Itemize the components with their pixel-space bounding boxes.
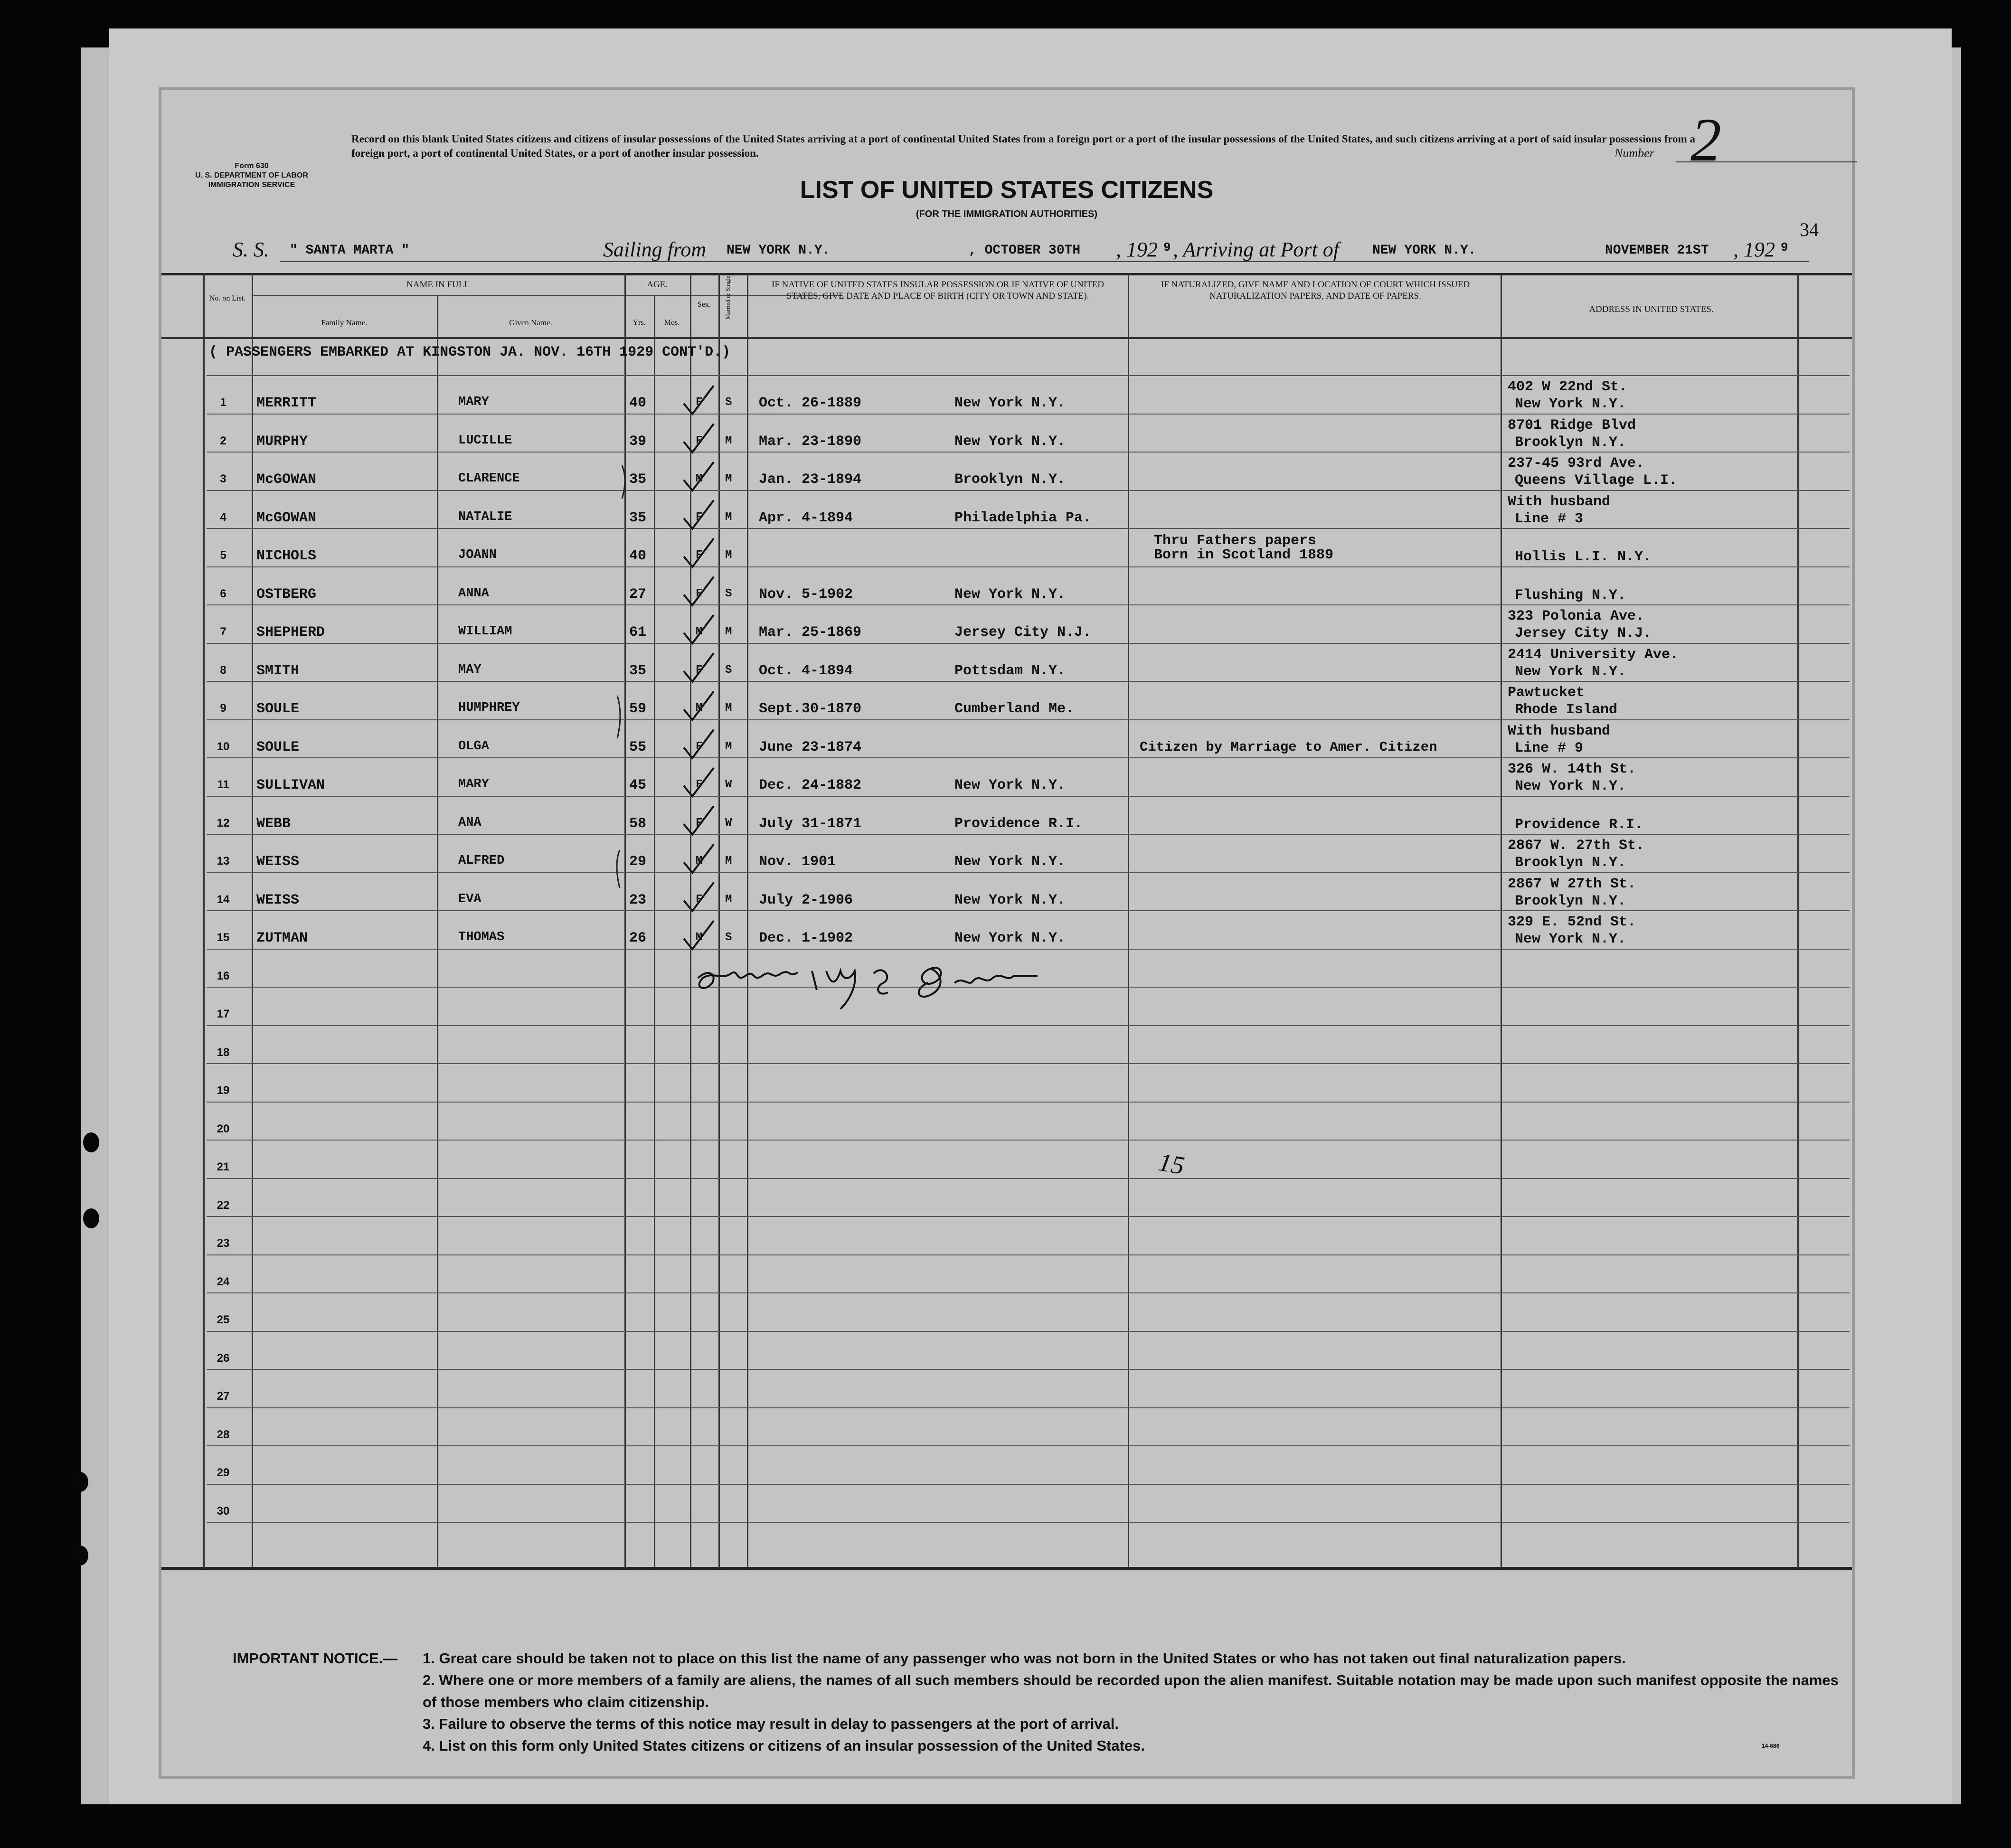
signature-word-1 [698, 972, 798, 988]
marital-status: S [725, 587, 732, 600]
birth-place: New York N.Y. [954, 586, 1066, 603]
row-number: 7 [220, 625, 227, 638]
family-name: MURPHY [256, 433, 308, 450]
print-code: 14-686 [1762, 1743, 1780, 1749]
sailing-label: Sailing from [603, 238, 707, 261]
given-name: EVA [458, 892, 482, 906]
address-line-2: New York N.Y. [1515, 931, 1626, 947]
checkmark [684, 883, 714, 911]
sailing-year-prefix: , 192 [1116, 238, 1158, 261]
family-name: SOULE [256, 739, 300, 755]
row-number: 11 [217, 778, 229, 791]
department: U. S. DEPARTMENT OF LABOR [195, 171, 308, 179]
row-number: 5 [220, 549, 227, 562]
row-number: 8 [220, 663, 227, 677]
naturalization: Citizen by Marriage to Amer. Citizen [1140, 739, 1437, 755]
arriving-year-suffix: 9 [1781, 240, 1788, 255]
ss-label: S. S. [233, 238, 269, 261]
birth-place: New York N.Y. [954, 854, 1066, 870]
header-mos: Mos. [664, 319, 680, 327]
address-line-2: New York N.Y. [1515, 778, 1626, 794]
row-number: 18 [217, 1046, 230, 1059]
given-name: HUMPHREY [458, 701, 520, 715]
birth-place: Providence R.I. [954, 815, 1083, 832]
row-number: 10 [217, 740, 230, 753]
given-name: WILLIAM [458, 624, 512, 639]
address-line-1: 2414 University Ave. [1508, 646, 1679, 663]
address-line-1: Pawtucket [1508, 685, 1585, 701]
age-years: 59 [629, 701, 647, 717]
family-name: SMITH [256, 662, 300, 679]
birth-place: New York N.Y. [954, 892, 1066, 908]
birth-date: Nov. 1901 [759, 854, 836, 870]
address-line-1: With husband [1508, 493, 1611, 510]
address-line-2: Brooklyn N.Y. [1515, 434, 1626, 451]
age-years: 27 [629, 586, 647, 603]
address-line-1: 402 W 22nd St. [1508, 379, 1628, 395]
family-name: WEISS [256, 854, 300, 870]
binder-hole [72, 1472, 88, 1492]
arriving-year-prefix: , 192 [1733, 238, 1775, 261]
naturalization: Thru Fathers papers [1154, 533, 1317, 549]
birth-place: Philadelphia Pa. [954, 509, 1092, 526]
row-number: 21 [217, 1160, 230, 1173]
birth-date: July 31-1871 [759, 815, 862, 832]
sex: F [696, 510, 703, 524]
row-number: 3 [220, 472, 227, 485]
row-number: 30 [217, 1504, 230, 1518]
age-years: 23 [629, 892, 647, 908]
row-number: 15 [217, 931, 230, 944]
birth-date: June 23-1874 [759, 739, 862, 755]
marital-status: S [725, 931, 732, 944]
signature-scrawl [698, 968, 1038, 1009]
marital-status: M [725, 740, 732, 753]
row-number: 22 [217, 1198, 230, 1212]
family-name: SHEPHERD [256, 624, 325, 641]
form-number: Form 630 [235, 162, 269, 170]
address-line-2: Hollis L.I. N.Y. [1515, 549, 1652, 565]
notice-items [423, 1648, 1842, 1757]
sailing-date: , OCTOBER 30TH [969, 243, 1081, 258]
age-years: 35 [629, 471, 647, 488]
address-line-1: 323 Polonia Ave. [1508, 608, 1645, 624]
arriving-port: NEW YORK N.Y. [1372, 243, 1476, 258]
row-number: 13 [217, 855, 230, 867]
birth-date: Nov. 5-1902 [759, 586, 853, 603]
address-line-1: 237-45 93rd Ave. [1508, 455, 1645, 471]
marital-status: M [725, 702, 732, 715]
row-number: 17 [217, 1008, 230, 1020]
row-number: 20 [217, 1122, 230, 1135]
instructions: Record on this blank United States citizens and citizens of insular possessions of the United States arriving at a port of continental United States from a foreign port or a port of the insular possessions of the United States, and such citizens arriving at a port of said insular possessions from a foreign port, a port of continental United States, or a port of another insular possession. [351, 133, 1695, 159]
binder-hole [83, 1132, 99, 1152]
given-name: NATALIE [458, 509, 512, 524]
address-line-1: 2867 W 27th St. [1508, 876, 1636, 892]
age-years: 55 [629, 739, 647, 755]
marital-status: M [725, 549, 732, 562]
header-given-name: Given Name. [509, 318, 552, 327]
birth-date: Mar. 25-1869 [759, 624, 862, 641]
page-number: 34 [1800, 219, 1819, 240]
ship-name: " SANTA MARTA " [290, 243, 410, 258]
header-naturalized: IF NATURALIZED, GIVE NAME AND LOCATION OF COURT WHICH ISSUED NATURALIZATION PAPERS, AND DATE OF PAPERS. [1161, 280, 1470, 301]
row-number: 1 [220, 396, 227, 409]
birth-place: New York N.Y. [954, 930, 1066, 946]
checkmark [684, 806, 714, 835]
birth-date: Oct. 4-1894 [759, 662, 853, 679]
marital-status: W [725, 778, 732, 791]
sex: F [696, 587, 703, 600]
service: IMMIGRATION SERVICE [208, 181, 295, 189]
address-line-2: Line # 9 [1515, 740, 1584, 756]
given-name: ALFRED [458, 854, 505, 868]
marital-status: M [725, 510, 732, 524]
bracket-mark [622, 465, 625, 499]
page-title: LIST OF UNITED STATES CITIZENS [800, 176, 1214, 204]
sex: M [696, 855, 703, 867]
birth-date: Apr. 4-1894 [759, 509, 853, 526]
given-name: ANA [458, 815, 482, 830]
birth-place: New York N.Y. [954, 777, 1066, 793]
checkmark [684, 768, 714, 796]
header-no-on-list: No. on List. [209, 294, 246, 302]
binder-hole [83, 1208, 99, 1228]
arriving-label: , Arriving at Port of [1173, 238, 1339, 261]
signature-time [919, 968, 1038, 997]
checkmark [684, 538, 714, 567]
birth-place: New York N.Y. [954, 395, 1066, 411]
birth-date: Oct. 26-1889 [759, 395, 862, 411]
marital-status: M [725, 625, 732, 638]
family-name: NICHOLS [256, 548, 317, 564]
checkmark [684, 424, 714, 453]
given-name: JOANN [458, 548, 497, 562]
notice-item: 3. Failure to observe the terms of this notice may result in delay to passengers at the port of arrival. [423, 1716, 1119, 1732]
marital-status: M [725, 472, 732, 485]
given-name: MARY [458, 395, 489, 409]
row-number: 6 [220, 587, 227, 600]
row-number: 2 [220, 434, 227, 447]
family-name: OSTBERG [256, 586, 317, 603]
row-number: 9 [220, 702, 227, 715]
checkmark [684, 844, 714, 873]
bracket-marks [617, 465, 625, 888]
age-years: 35 [629, 662, 647, 679]
given-name: CLARENCE [458, 471, 520, 486]
row-number: 23 [217, 1237, 230, 1250]
sex: F [696, 740, 703, 753]
row-number: 19 [217, 1084, 230, 1097]
family-name: SOULE [256, 701, 300, 717]
sex: M [696, 702, 703, 715]
checkmark [684, 462, 714, 490]
sex: F [696, 434, 703, 447]
family-name: WEBB [256, 815, 291, 832]
address-line-2: New York N.Y. [1515, 396, 1626, 412]
signature-word-2 [812, 970, 888, 1009]
birth-date: Mar. 23-1890 [759, 433, 862, 450]
birth-date: Jan. 23-1894 [759, 471, 862, 488]
marital-status: M [725, 434, 732, 447]
checkmark [684, 653, 714, 682]
family-name: MERRITT [256, 395, 317, 411]
checkmark [684, 691, 714, 720]
sailing-year-suffix: 9 [1163, 240, 1171, 255]
given-name: ANNA [458, 586, 489, 601]
bracket-mark [617, 850, 620, 888]
header-married-single: Married or Single. [724, 274, 731, 320]
family-name: SULLIVAN [256, 777, 325, 793]
address-line-2: Line # 3 [1515, 510, 1584, 527]
birth-place: Jersey City N.J. [954, 624, 1092, 641]
checkmark [684, 615, 714, 643]
age-years: 39 [629, 433, 647, 450]
address-line-2: New York N.Y. [1515, 663, 1626, 680]
header-age: AGE. [647, 280, 668, 290]
page-subtitle: (FOR THE IMMIGRATION AUTHORITIES) [916, 209, 1098, 219]
sex: F [696, 778, 703, 791]
birth-place: Cumberland Me. [954, 701, 1075, 717]
manifest-sheet [161, 90, 1852, 1776]
given-name: OLGA [458, 739, 489, 754]
age-years: 58 [629, 815, 647, 832]
given-name: LUCILLE [458, 433, 512, 448]
row-number: 24 [217, 1275, 230, 1288]
row-number: 14 [217, 893, 230, 906]
address-line-1: 2867 W. 27th St. [1508, 838, 1645, 854]
family-name: McGOWAN [256, 509, 317, 526]
header-family-name: Family Name. [321, 318, 368, 327]
bracket-mark [617, 696, 620, 738]
count-annotation: 15 [1156, 1147, 1187, 1180]
address-line-1: 326 W. 14th St. [1508, 761, 1636, 777]
header-birth: IF NATIVE OF UNITED STATES INSULAR POSSESSION OR IF NATIVE OF UNITED STATES, GIVE DATE AND PLACE OF BIRTH (CITY OR TOWN AND STATE). [772, 280, 1104, 301]
given-name: MARY [458, 777, 489, 792]
address-line-2: Rhode Island [1515, 702, 1618, 718]
marital-status: S [725, 396, 732, 409]
address-line-2: Queens Village L.I. [1515, 472, 1678, 489]
row-number: 12 [217, 816, 230, 830]
age-years: 26 [629, 930, 647, 946]
row-number: 27 [217, 1390, 230, 1403]
number-value: 2 [1690, 106, 1721, 174]
birth-date: Dec. 1-1902 [759, 930, 853, 946]
notice-item: 1. Great care should be taken not to place on this list the name of any passenger who was not born in the United States or who has not taken out final naturalization papers. [423, 1650, 1626, 1667]
header-yrs: Yrs. [633, 319, 646, 327]
sex: F [696, 549, 703, 562]
row-number: 25 [217, 1313, 230, 1326]
header-name-in-full: NAME IN FULL [406, 280, 470, 290]
sex: M [696, 931, 703, 944]
birth-place: Brooklyn N.Y. [954, 471, 1066, 488]
row-number: 26 [217, 1351, 230, 1365]
header-address: ADDRESS IN UNITED STATES. [1589, 304, 1714, 314]
sex: M [696, 625, 703, 638]
age-years: 61 [629, 624, 647, 641]
birth-date: July 2-1906 [759, 892, 853, 908]
family-name: ZUTMAN [256, 930, 308, 946]
address-line-2: Brooklyn N.Y. [1515, 893, 1626, 909]
checkmark [684, 730, 714, 758]
row-number: 28 [217, 1428, 230, 1441]
notice-label: IMPORTANT NOTICE.— [233, 1650, 398, 1667]
sex: F [696, 396, 703, 409]
address-line-2: Brooklyn N.Y. [1515, 855, 1626, 871]
address-line-2: Providence R.I. [1515, 816, 1643, 833]
given-name: THOMAS [458, 930, 505, 944]
embark-note: ( PASSENGERS EMBARKED AT KINGSTON JA. NOV. 16TH 1929 CONT'D.) [209, 344, 731, 360]
checkmark [684, 921, 714, 949]
checkmark [684, 500, 714, 529]
birth-date: Dec. 24-1882 [759, 777, 862, 793]
family-name: McGOWAN [256, 471, 317, 488]
notice-item: 4. List on this form only United States citizens or citizens of an insular possession of the United States. [423, 1737, 1145, 1754]
age-years: 40 [629, 395, 647, 411]
birth-place: Pottsdam N.Y. [954, 662, 1066, 679]
row-number: 16 [217, 969, 230, 982]
age-years: 45 [629, 777, 647, 793]
sex: F [696, 816, 703, 830]
age-years: 35 [629, 509, 647, 526]
address-line-1: 329 E. 52nd St. [1508, 914, 1636, 930]
naturalization-detail: Born in Scotland 1889 [1154, 547, 1334, 563]
row-number: 29 [217, 1466, 230, 1479]
sex: M [696, 472, 703, 485]
number-label: Number [1614, 146, 1654, 160]
marital-status: M [725, 893, 732, 906]
family-name: WEISS [256, 892, 300, 908]
birth-place: New York N.Y. [954, 433, 1066, 450]
address-line-1: With husband [1508, 723, 1611, 739]
checkmarks-overlay [161, 90, 1852, 1776]
age-years: 40 [629, 548, 647, 564]
marital-status: W [725, 816, 732, 830]
row-number: 4 [220, 510, 227, 524]
given-name: MAY [458, 662, 482, 677]
notice-item: 2. Where one or more members of a family are aliens, the names of all such members should be recorded upon the alien manifest. Suitable notation may be made upon such manifest opposite the names of those members who claim citizenship. [423, 1672, 1839, 1710]
sex: F [696, 893, 703, 906]
checkmark [684, 577, 714, 605]
address-line-2: Flushing N.Y. [1515, 587, 1626, 603]
binder-hole [72, 1546, 88, 1565]
checkmark [684, 386, 714, 414]
header-sex: Sex. [698, 301, 711, 309]
age-years: 29 [629, 854, 647, 870]
sailing-port: NEW YORK N.Y. [727, 243, 831, 258]
birth-date: Sept.30-1870 [759, 701, 862, 717]
sex: F [696, 663, 703, 677]
arriving-date: NOVEMBER 21ST [1605, 243, 1709, 258]
marital-status: S [725, 663, 732, 677]
marital-status: M [725, 855, 732, 867]
address-line-2: Jersey City N.J. [1515, 625, 1652, 641]
address-line-1: 8701 Ridge Blvd [1508, 417, 1636, 434]
